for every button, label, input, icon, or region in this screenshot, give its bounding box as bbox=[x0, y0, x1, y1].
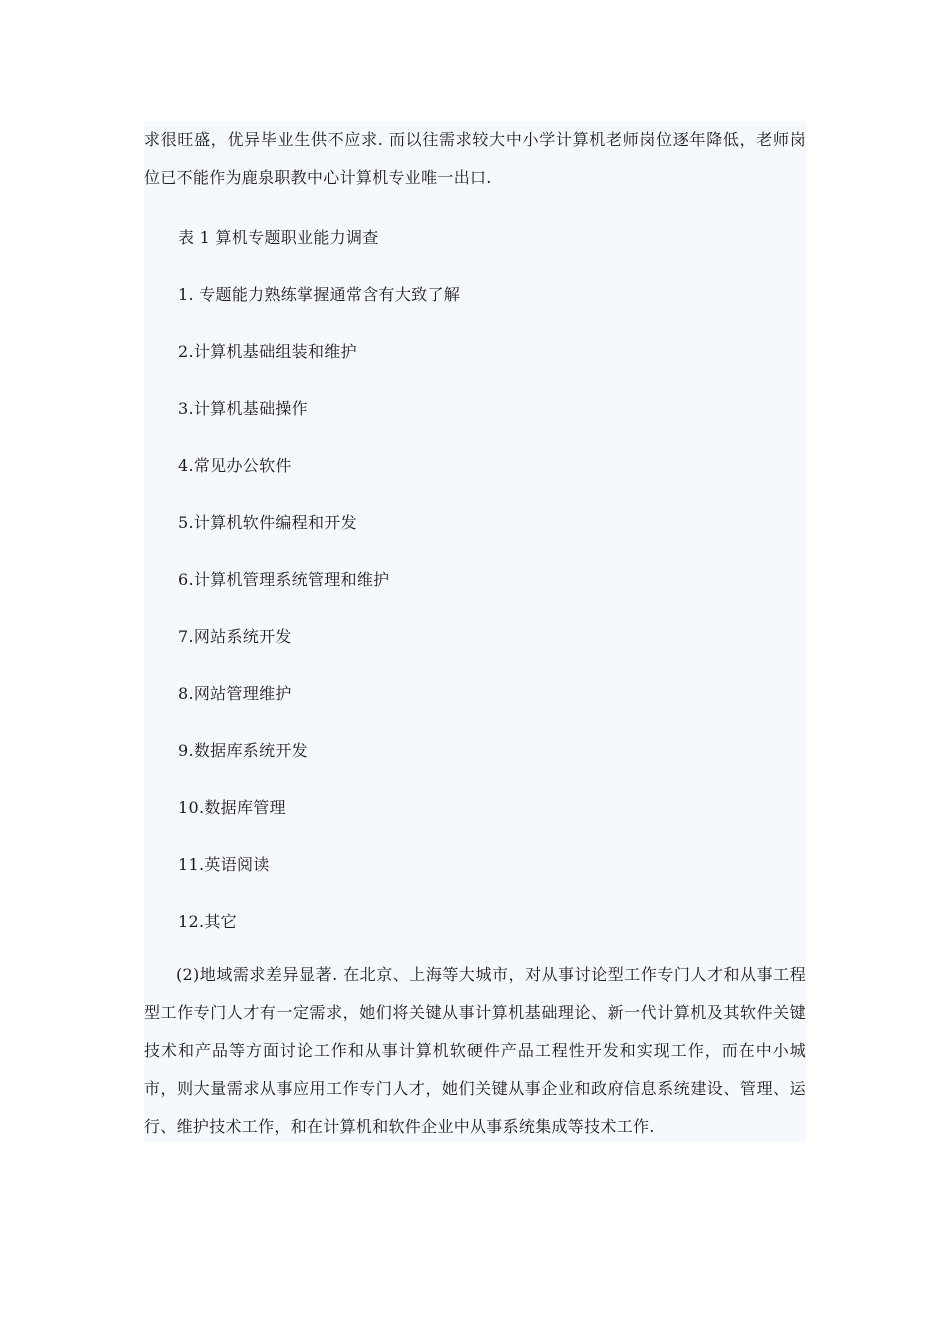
closing-paragraph: (2)地域需求差异显著. 在北京、上海等大城市，对从事讨论型工作专门人才和从事工程型工作专门人才有一定需求，她们将关键从事计算机基础理论、新一代计算机及其软件关键技术和产品等方面讨论工作和从事计算机软硬件产品工程性开发和实现工作，而在中小城市，则大量需求从事应用工作专门人才，她们关键从事企业和政府信息系统建设、管理、运行、维护技术工作，和在计算机和软件企业中从事系统集成等技术工作. bbox=[144, 965, 806, 1136]
list-item: 3.计算机基础操作 bbox=[178, 399, 308, 418]
list-item: 9.数据库系统开发 bbox=[178, 741, 308, 760]
list-item: 7.网站系统开发 bbox=[178, 627, 292, 646]
list-item: 4.常见办公软件 bbox=[178, 456, 292, 475]
list-item: 6.计算机管理系统管理和维护 bbox=[178, 570, 390, 589]
list-item: 12.其它 bbox=[178, 912, 237, 931]
list-item: 8.网站管理维护 bbox=[178, 684, 292, 703]
list-item: 10.数据库管理 bbox=[178, 798, 286, 817]
text-block bbox=[144, 121, 806, 1142]
list-item: 11.英语阅读 bbox=[178, 855, 270, 874]
list-item: 1. 专题能力熟练掌握通常含有大致了解 bbox=[178, 285, 461, 304]
list-item: 2.计算机基础组装和维护 bbox=[178, 342, 357, 361]
table-caption: 表 1 算机专题职业能力调查 bbox=[178, 228, 379, 247]
intro-paragraph: 求很旺盛，优异毕业生供不应求. 而以往需求较大中小学计算机老师岗位逐年降低，老师岗位已不能作为鹿泉职教中心计算机专业唯一出口. bbox=[144, 130, 806, 187]
list-item: 5.计算机软件编程和开发 bbox=[178, 513, 357, 532]
